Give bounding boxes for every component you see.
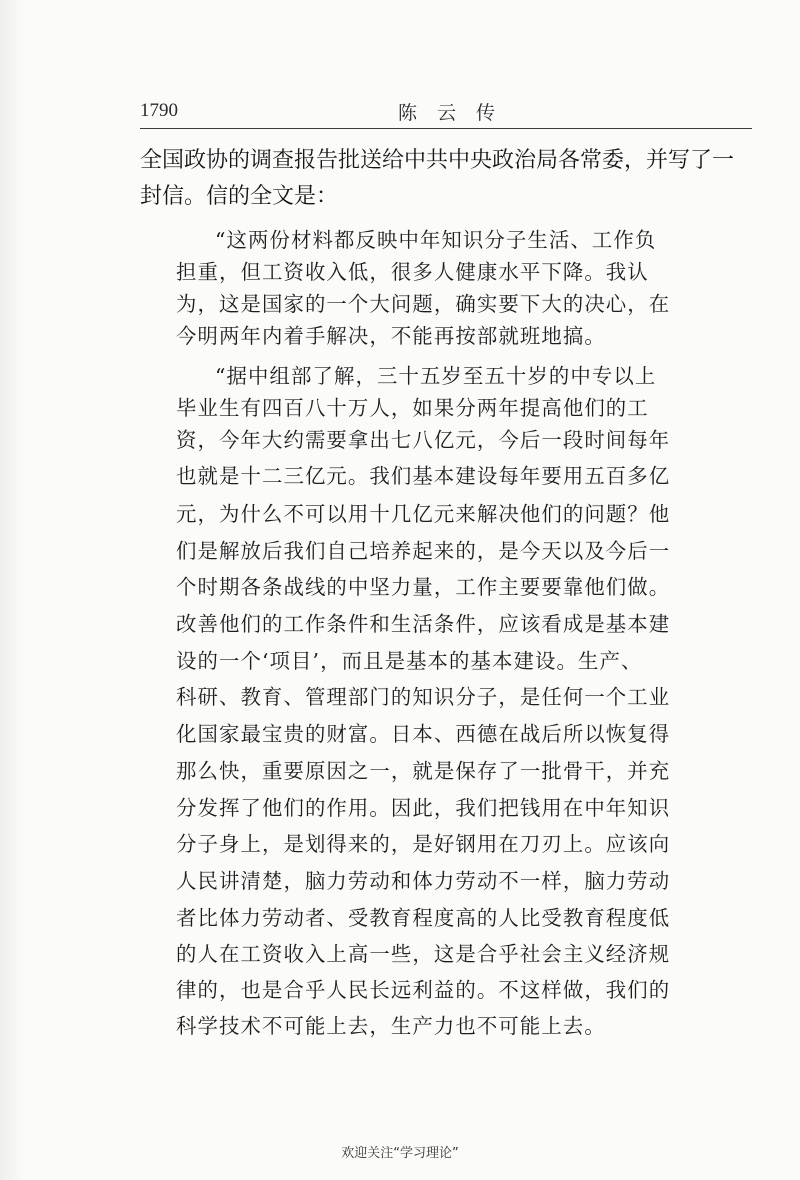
quote-line: 那么快，重要原因之一，就是保存了一批骨干，并充 xyxy=(176,759,671,783)
quote-line: 化国家最宝贵的财富。日本、西德在战后所以恢复得 xyxy=(176,722,671,746)
page-number: 1790 xyxy=(140,100,178,121)
quote-line: 们是解放后我们自己培养起来的，是今天以及今后一 xyxy=(176,539,671,563)
quote-line: 分子身上，是划得来的，是好钢用在刀刃上。应该向 xyxy=(176,832,671,856)
quote-line: 律的，也是合乎人民长远利益的。不这样做，我们的 xyxy=(176,978,671,1002)
scan-edge-shadow xyxy=(0,0,24,1180)
quote-line: 毕业生有四百八十万人，如果分两年提高他们的工 xyxy=(176,396,649,420)
quote-line: 科研、教育、管理部门的知识分子，是任何一个工业 xyxy=(176,685,671,709)
header-rule xyxy=(140,128,752,129)
quote-line: 为，这是国家的一个大问题，确实要下大的决心，在 xyxy=(176,292,671,316)
quote-line: 个时期各条战线的中坚力量，工作主要要靠他们做。 xyxy=(176,575,671,599)
quote-line: 担重，但工资收入低，很多人健康水平下降。我认 xyxy=(176,260,649,284)
intro-line: 全国政协的调查报告批送给中共中央政治局各常委，并写了一 xyxy=(140,148,735,173)
quote-line: 者比体力劳动者、受教育程度高的人比受教育程度低 xyxy=(176,906,671,930)
quote-line: 今明两年内着手解决，不能再按部就班地搞。 xyxy=(176,324,606,348)
quote-line: “据中组部了解，三十五岁至五十岁的中专以上 xyxy=(215,364,657,388)
quote-line: 人民讲清楚，脑力劳动和体力劳动不一样，脑力劳动 xyxy=(176,869,671,893)
quote-line: 也就是十二三亿元。我们基本建设每年要用五百多亿 xyxy=(176,464,671,488)
quote-line: 科学技术不可能上去，生产力也不可能上去。 xyxy=(176,1014,606,1038)
quote-line: 元，为什么不可以用十几亿元来解决他们的问题？他 xyxy=(176,502,671,526)
quote-line: 的人在工资收入上高一些，这是合乎社会主义经济规 xyxy=(176,942,671,966)
quote-line: 改善他们的工作条件和生活条件，应该看成是基本建 xyxy=(176,612,671,636)
quote-line: 资，今年大约需要拿出七八亿元，今后一段时间每年 xyxy=(176,428,671,452)
footer-note: 欢迎关注“学习理论” xyxy=(341,1146,459,1161)
running-title: 陈云传 xyxy=(398,102,516,124)
quote-line: 分发挥了他们的作用。因此，我们把钱用在中年知识 xyxy=(176,796,671,820)
quote-line: 设的一个‘项目’，而且是基本的基本建设。生产、 xyxy=(176,649,643,673)
intro-line: 封信。信的全文是： xyxy=(140,184,339,209)
quote-line: “这两份材料都反映中年知识分子生活、工作负 xyxy=(215,228,657,252)
